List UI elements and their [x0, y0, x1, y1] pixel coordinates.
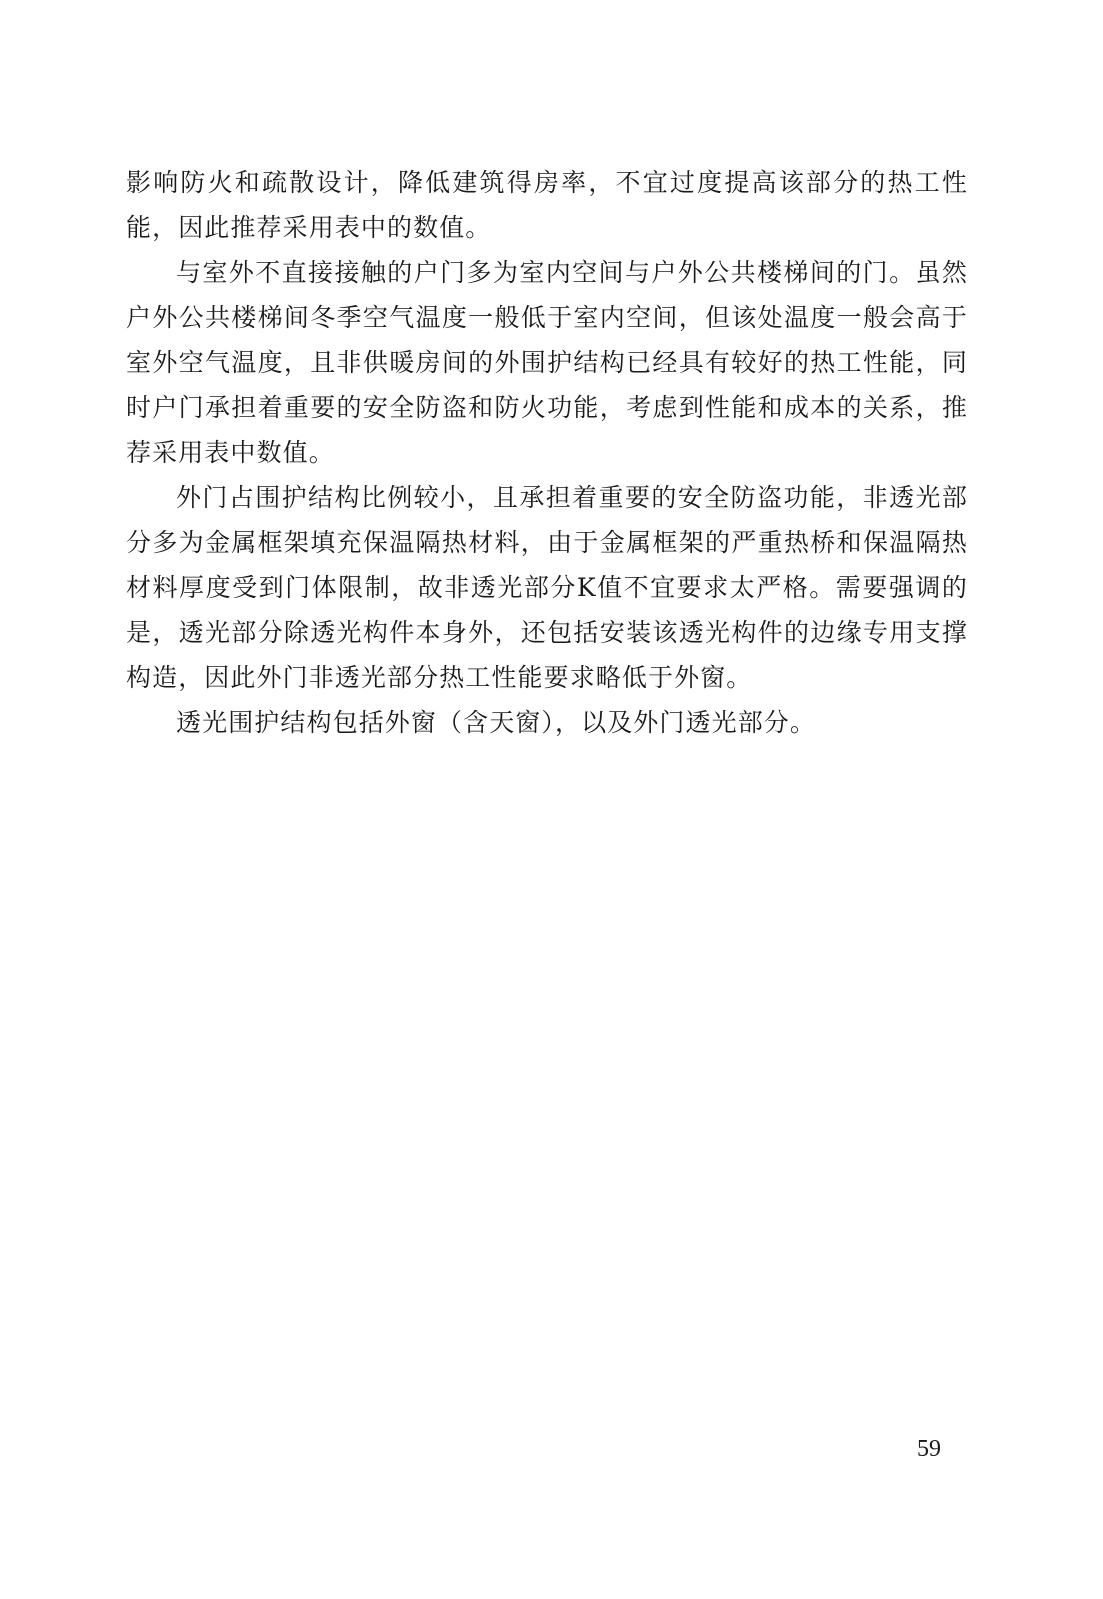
page-number: 59 — [917, 1436, 941, 1462]
paragraph-exterior-door: 外门占围护结构比例较小，且承担着重要的安全防盗功能，非透光部分多为金属框架填充保温隔热材料，由于金属框架的严重热桥和保温隔热材料厚度受到门体限制，故非透光部分K值不宜要求太严格。需要强调的是，透光部分除透光构件本身外，还包括安装该透光构件的边缘专用支撑构造，因此外门非透光部分热工性能要求略低于外窗。 — [126, 483, 968, 692]
body-text — [126, 160, 968, 745]
paragraph-entrance-door: 与室外不直接接触的户门多为室内空间与户外公共楼梯间的门。虽然户外公共楼梯间冬季空气温度一般低于室内空间，但该处温度一般会高于室外空气温度，且非供暖房间的外围护结构已经具有较好的热工性能，同时户门承担着重要的安全防盗和防火功能，考虑到性能和成本的关系，推荐采用表中数值。 — [126, 258, 968, 467]
paragraph-continued: 影响防火和疏散设计，降低建筑得房率，不宜过度提高该部分的热工性能，因此推荐采用表中的数值。 — [126, 168, 968, 242]
paragraph-transparent-envelope: 透光围护结构包括外窗（含天窗），以及外门透光部分。 — [176, 708, 817, 737]
